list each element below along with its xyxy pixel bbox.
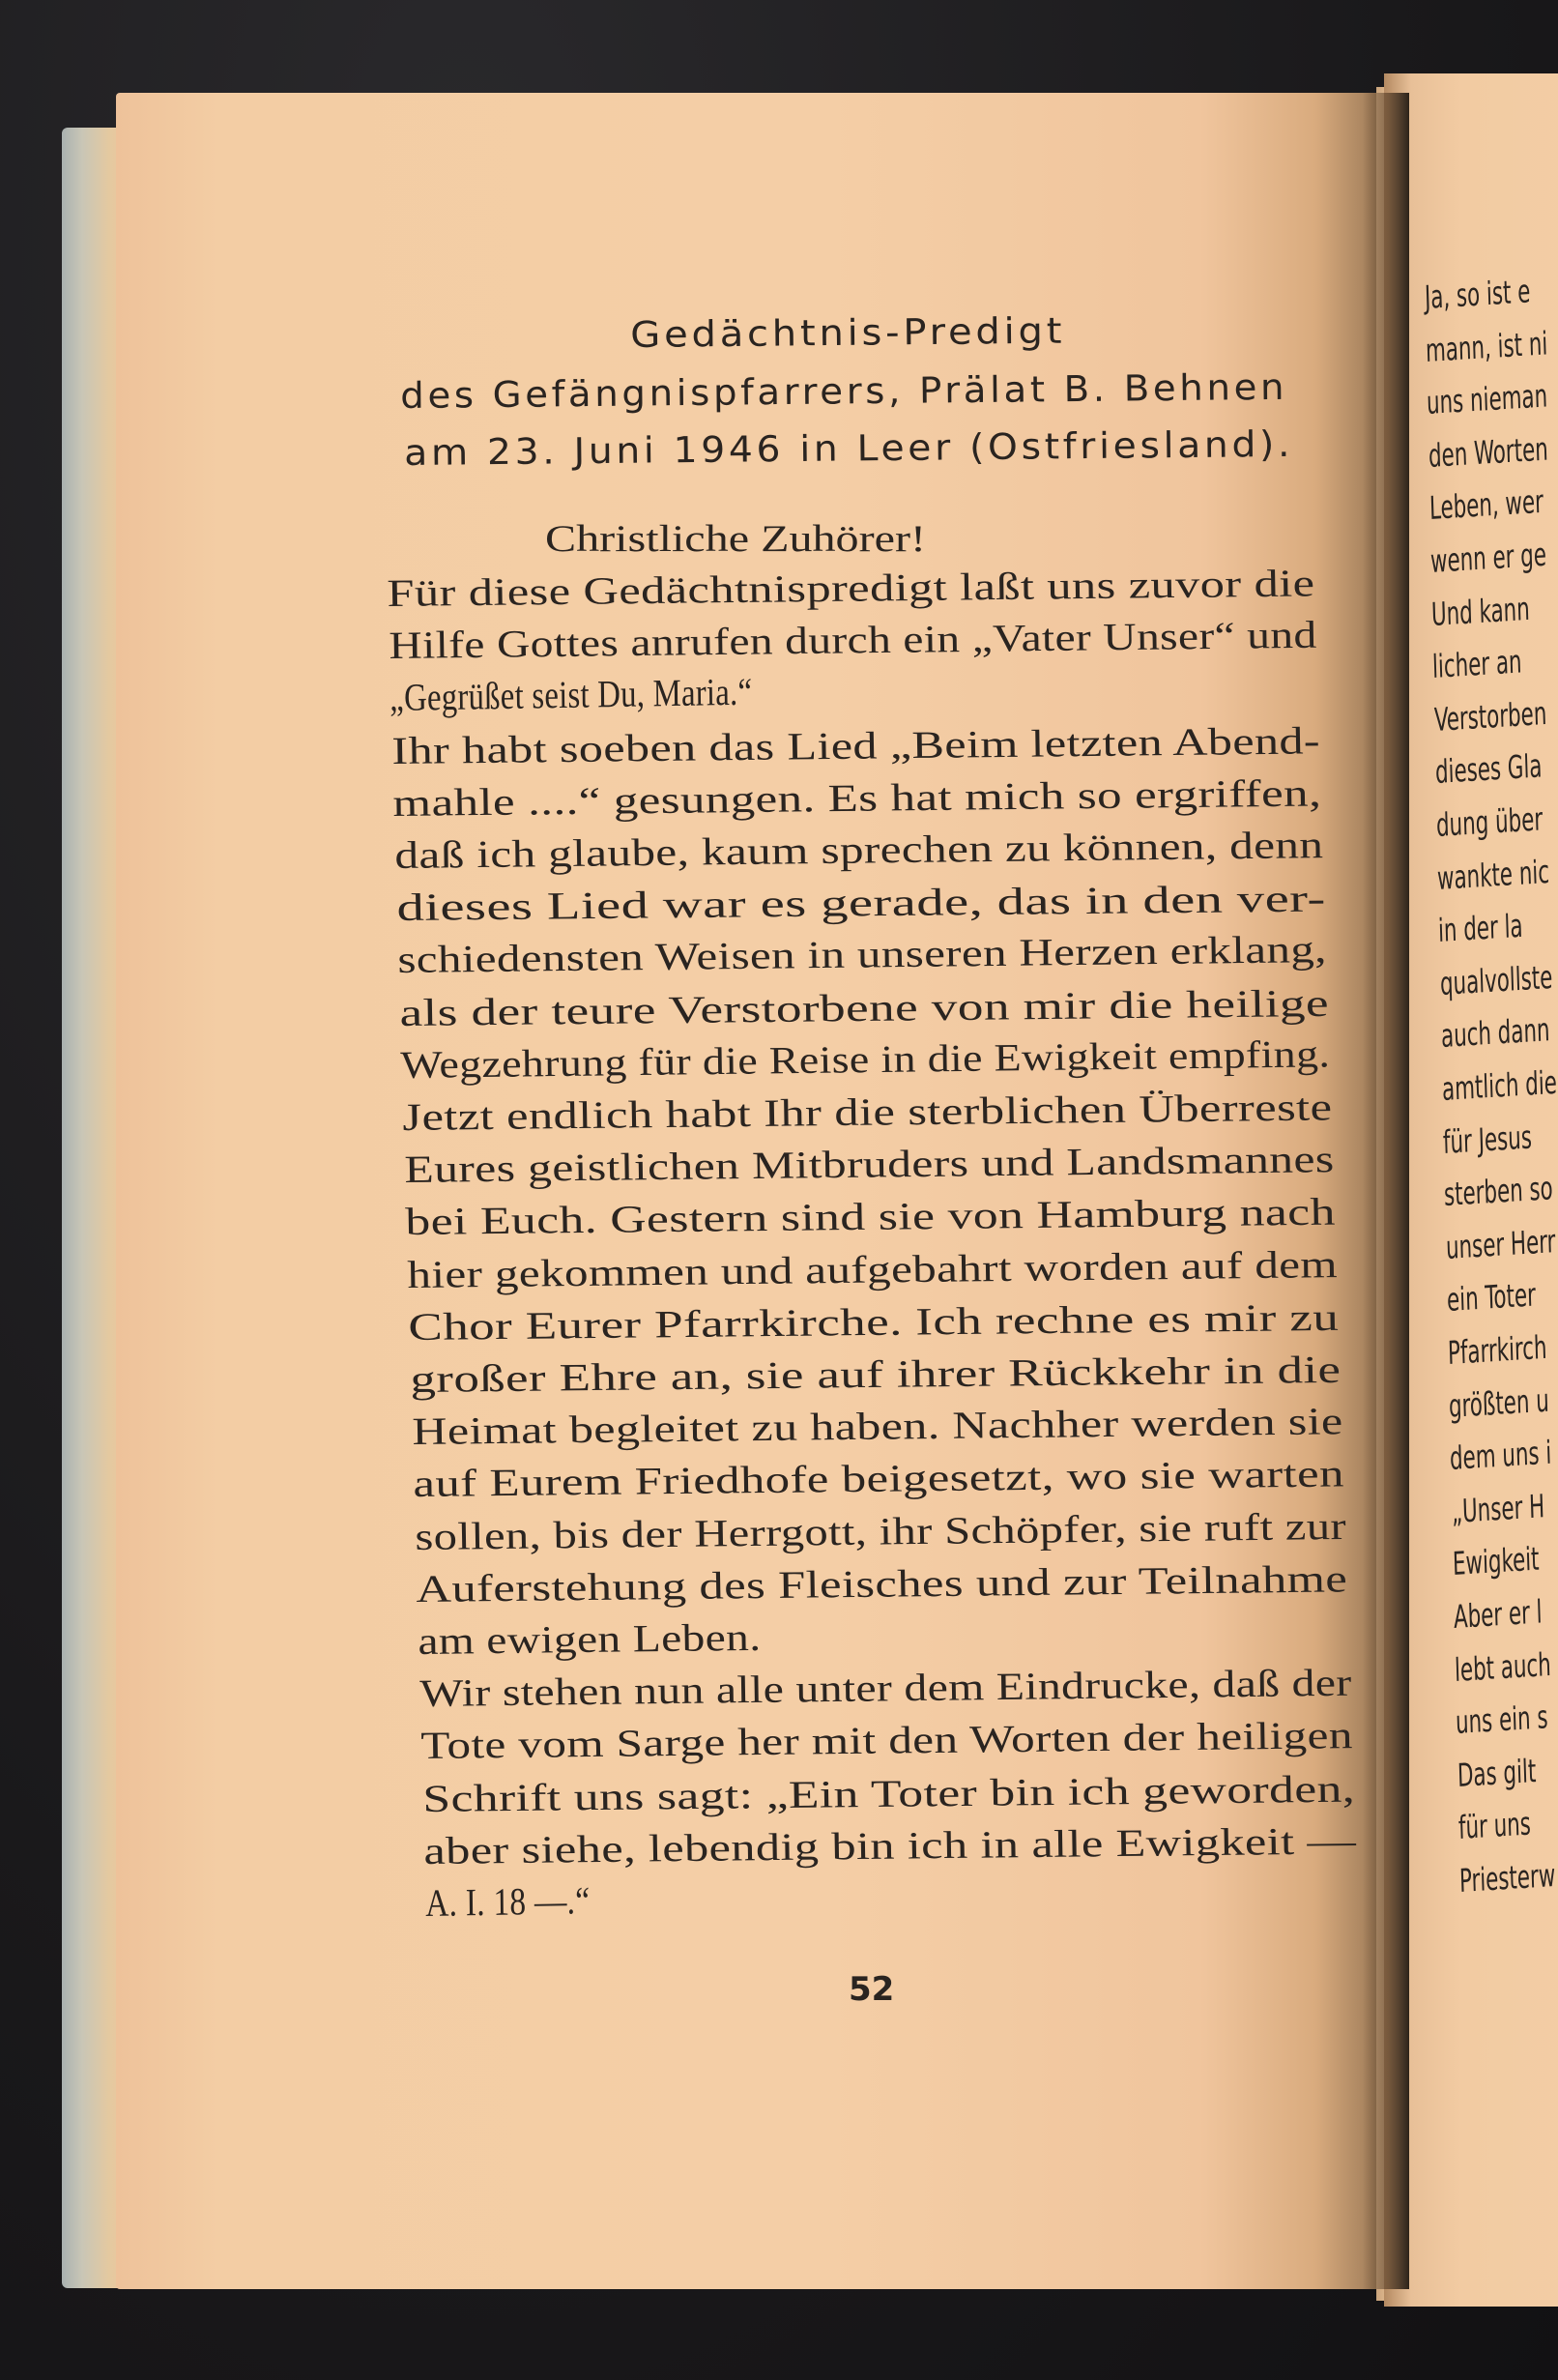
right-page-line: Ewigkeit [1452, 1539, 1540, 1583]
right-page-line: größten u [1448, 1380, 1550, 1425]
right-page-line: uns ein s [1455, 1698, 1549, 1742]
right-page [1384, 73, 1558, 2307]
salutation: Christliche Zuhörer! [545, 518, 926, 560]
body-line: großer Ehre an, sie auf ihrer Rückkehr in die [410, 1347, 1342, 1401]
heading-line: Gedächtnis-Predigt [630, 309, 1066, 356]
body-line: am ewigen Leben. [418, 1614, 762, 1663]
right-page-line: in der la [1437, 906, 1524, 950]
body-line: daß ich glaube, kaum sprechen zu können, denn [394, 823, 1324, 877]
right-page-line: Verstorben [1432, 693, 1547, 739]
body-line: Chor Eurer Pfarrkirche. Ich rechne es mir zu [408, 1294, 1340, 1349]
right-page-line: dem uns i [1449, 1433, 1553, 1478]
right-page-line: den Worten [1427, 429, 1548, 475]
right-page-line: Aber er l [1453, 1592, 1544, 1636]
body-line: Heimat begleitet zu haben. Nachher werden sie [411, 1399, 1343, 1454]
right-page-line: dung über [1435, 799, 1544, 844]
right-page-line: auch dann [1440, 1010, 1550, 1056]
body-line: mahle ....“ gesungen. Es hat mich so ergriffen, [392, 770, 1322, 825]
right-page-line: sterben so [1443, 1169, 1554, 1214]
body-line: Wegzehrung für die Reise in die Ewigkeit empfing. [400, 1031, 1331, 1087]
body-line: Tote vom Sarge her mit den Worten der heiligen [420, 1713, 1354, 1768]
book-gutter [1363, 93, 1409, 2289]
body-line: Ihr habt soeben das Lied „Beim letzten Abend- [390, 717, 1321, 772]
right-page-line: „Unser H [1450, 1486, 1545, 1530]
page-number: 52 [849, 1970, 895, 2009]
body-line: auf Eurem Friedhofe beigesetzt, wo sie warten [413, 1451, 1345, 1506]
right-page-line: ein Toter [1446, 1275, 1537, 1320]
right-page-line: wenn er ge [1429, 535, 1547, 580]
right-page-line: mann, ist ni [1425, 323, 1549, 369]
body-line: Hilfe Gottes anrufen durch ein „Vater Unser“ und [388, 612, 1317, 668]
body-line: bei Euch. Gestern sind sie von Hamburg nach [405, 1189, 1337, 1244]
right-page-line: dieses Gla [1434, 746, 1543, 792]
body-line: Auferstehung des Fleisches und zur Teilnahme [416, 1556, 1348, 1611]
right-page-line: wankte nic [1436, 852, 1550, 897]
heading-line: des Gefängnispfarrers, Prälat B. Behnen [400, 365, 1288, 417]
right-page-line: lebt auch [1454, 1644, 1552, 1689]
body-line: schiedensten Weisen in unseren Herzen erklang, [397, 927, 1328, 982]
body-line: hier gekommen und aufgebahrt worden auf dem [406, 1241, 1339, 1296]
body-line: Jetzt endlich habt Ihr die sterblichen Überreste [402, 1085, 1333, 1139]
body-line: Für diese Gedächtnispredigt laßt uns zuvor die [387, 561, 1315, 615]
right-page-line: Und kann [1430, 589, 1531, 633]
right-page-line: Pfarrkirch [1447, 1327, 1548, 1372]
right-page-line: für uns [1457, 1804, 1532, 1847]
right-page-line: Ja, so ist e [1424, 272, 1531, 316]
right-page-line: licher an [1431, 642, 1523, 686]
right-page-line: qualvollste [1438, 957, 1553, 1002]
body-line: Schrift uns sagt: „Ein Toter bin ich geworden, [421, 1766, 1356, 1820]
body-line: Eures geistlichen Mitbruders und Landsmannes [403, 1137, 1335, 1192]
right-page-line: Das gilt [1456, 1751, 1537, 1794]
body-line: sollen, bis der Herrgott, ihr Schöpfer, sie ruft zur [414, 1503, 1347, 1558]
body-line: als der teure Verstorbene von mir die heilige [398, 980, 1330, 1034]
body-line: Wir stehen nun alle unter dem Eindrucke, daß der [418, 1660, 1352, 1716]
right-page-line: amtlich die [1441, 1062, 1558, 1108]
right-page-line: uns nieman [1426, 376, 1549, 422]
body-line: „Gegrüßet seist Du, Maria.“ [390, 669, 753, 720]
body-line: A. I. 18 —.“ [425, 1878, 591, 1925]
right-page-line: unser Herr [1444, 1221, 1556, 1266]
heading-line: am 23. Juni 1946 in Leer (Ostfriesland). [404, 422, 1294, 474]
right-page-line: Priesterw [1458, 1856, 1556, 1900]
right-page-line: für Jesus [1442, 1117, 1533, 1161]
body-line: dieses Lied war es gerade, das in den ver- [395, 876, 1326, 930]
body-line: aber siehe, lebendig bin ich in alle Ewigkeit — [423, 1818, 1357, 1872]
right-page-line: Leben, wer [1428, 482, 1544, 528]
